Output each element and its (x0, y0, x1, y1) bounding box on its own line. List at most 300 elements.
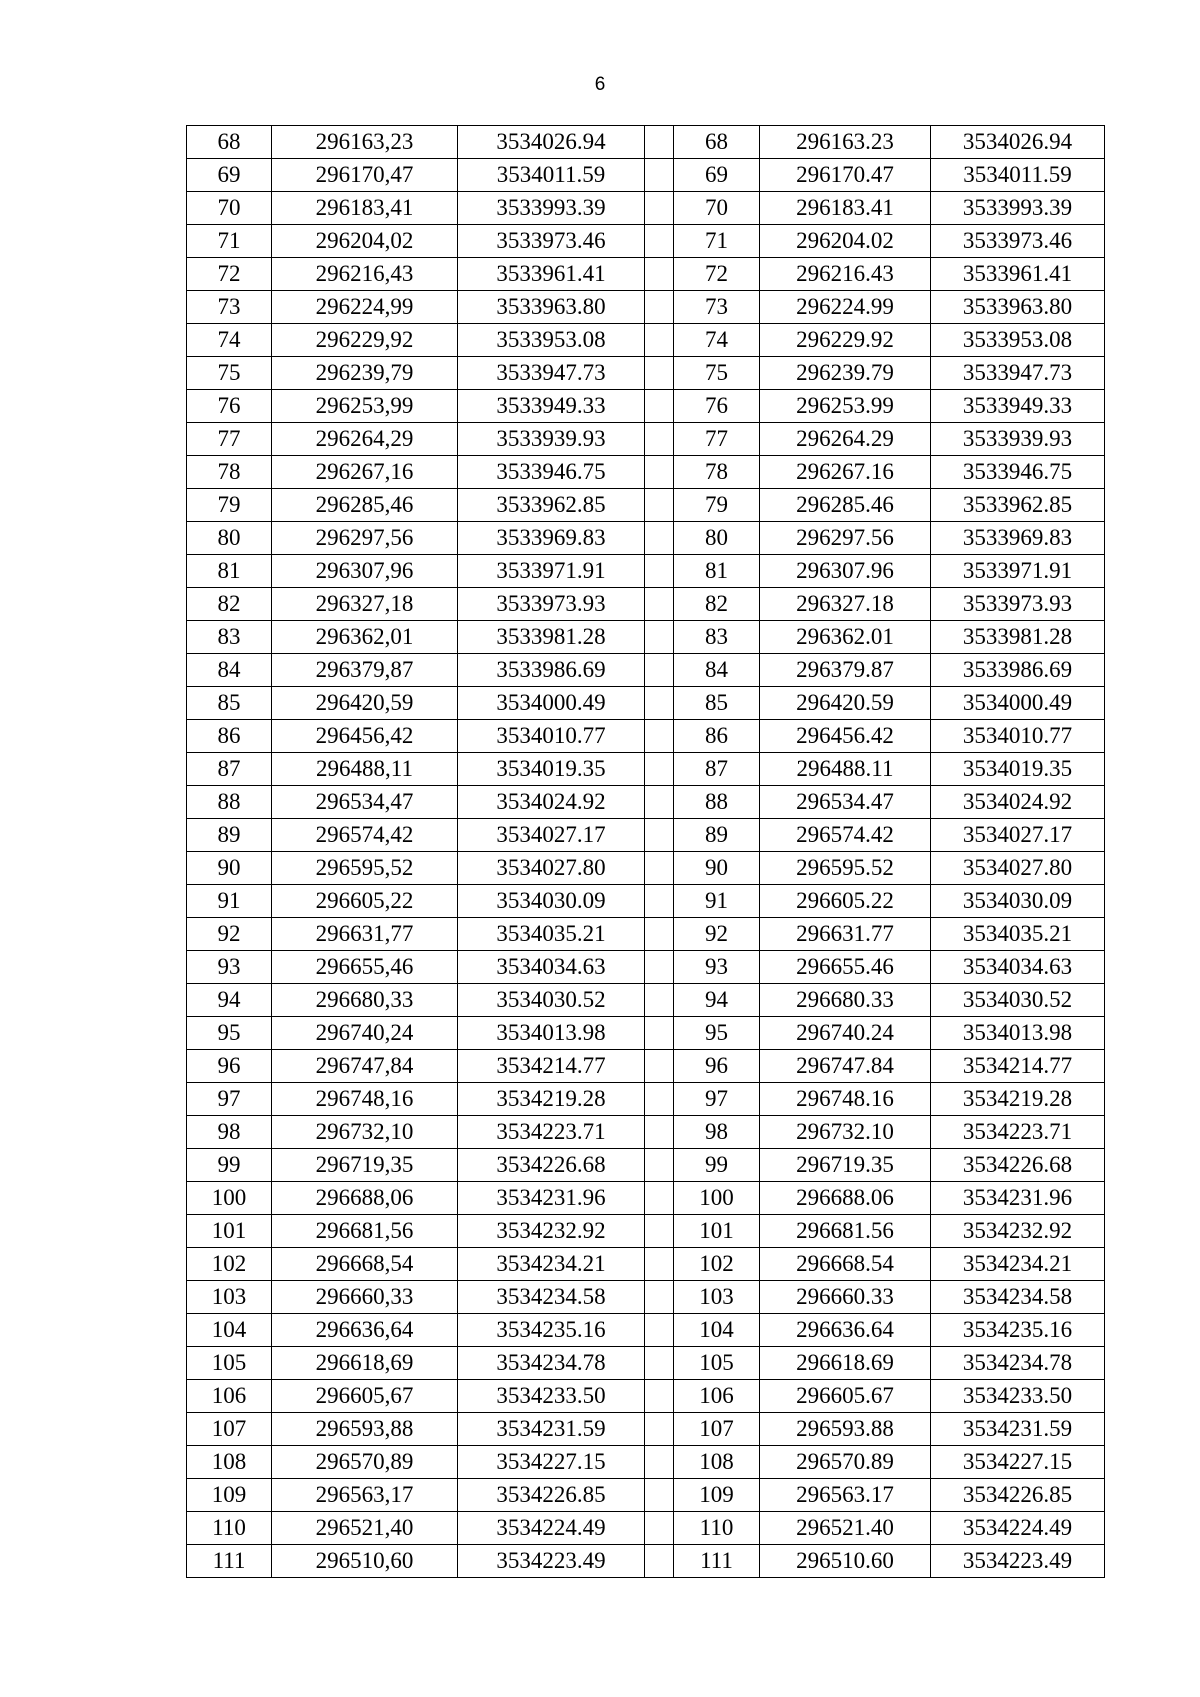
y-coordinate-2-cell: 3534219.28 (931, 1083, 1105, 1116)
y-coordinate-cell: 3533963.80 (458, 291, 645, 324)
table-row (187, 456, 1105, 489)
table-row (187, 1446, 1105, 1479)
separator-cell (645, 1083, 674, 1116)
point-number-2-cell: 85 (674, 687, 760, 720)
point-number-2-cell: 104 (674, 1314, 760, 1347)
x-coordinate-cell: 296307,96 (272, 555, 458, 588)
x-coordinate-cell: 296264,29 (272, 423, 458, 456)
x-coordinate-2-cell: 296636.64 (760, 1314, 931, 1347)
point-number-cell: 79 (187, 489, 272, 522)
x-coordinate-2-cell: 296488.11 (760, 753, 931, 786)
x-coordinate-cell: 296163,23 (272, 126, 458, 159)
separator-cell (645, 885, 674, 918)
separator-cell (645, 753, 674, 786)
x-coordinate-2-cell: 296688.06 (760, 1182, 931, 1215)
point-number-2-cell: 77 (674, 423, 760, 456)
table-row (187, 1545, 1105, 1578)
point-number-2-cell: 98 (674, 1116, 760, 1149)
separator-cell (645, 522, 674, 555)
point-number-2-cell: 96 (674, 1050, 760, 1083)
point-number-cell: 78 (187, 456, 272, 489)
x-coordinate-cell: 296183,41 (272, 192, 458, 225)
point-number-cell: 110 (187, 1512, 272, 1545)
point-number-2-cell: 109 (674, 1479, 760, 1512)
y-coordinate-cell: 3533962.85 (458, 489, 645, 522)
point-number-cell: 89 (187, 819, 272, 852)
table-row (187, 918, 1105, 951)
table-row (187, 1182, 1105, 1215)
y-coordinate-2-cell: 3533986.69 (931, 654, 1105, 687)
y-coordinate-2-cell: 3533981.28 (931, 621, 1105, 654)
point-number-2-cell: 82 (674, 588, 760, 621)
y-coordinate-cell: 3534011.59 (458, 159, 645, 192)
point-number-2-cell: 78 (674, 456, 760, 489)
y-coordinate-2-cell: 3534026.94 (931, 126, 1105, 159)
point-number-2-cell: 97 (674, 1083, 760, 1116)
y-coordinate-2-cell: 3534035.21 (931, 918, 1105, 951)
x-coordinate-cell: 296534,47 (272, 786, 458, 819)
point-number-cell: 84 (187, 654, 272, 687)
y-coordinate-2-cell: 3534226.68 (931, 1149, 1105, 1182)
y-coordinate-2-cell: 3533947.73 (931, 357, 1105, 390)
x-coordinate-cell: 296595,52 (272, 852, 458, 885)
point-number-cell: 99 (187, 1149, 272, 1182)
point-number-2-cell: 95 (674, 1017, 760, 1050)
x-coordinate-cell: 296570,89 (272, 1446, 458, 1479)
point-number-2-cell: 89 (674, 819, 760, 852)
table-row (187, 225, 1105, 258)
y-coordinate-cell: 3534035.21 (458, 918, 645, 951)
y-coordinate-2-cell: 3534235.16 (931, 1314, 1105, 1347)
separator-cell (645, 390, 674, 423)
point-number-cell: 75 (187, 357, 272, 390)
x-coordinate-cell: 296285,46 (272, 489, 458, 522)
x-coordinate-cell: 296668,54 (272, 1248, 458, 1281)
table-row (187, 621, 1105, 654)
y-coordinate-cell: 3533993.39 (458, 192, 645, 225)
x-coordinate-cell: 296456,42 (272, 720, 458, 753)
x-coordinate-2-cell: 296420.59 (760, 687, 931, 720)
y-coordinate-cell: 3534223.71 (458, 1116, 645, 1149)
y-coordinate-cell: 3534026.94 (458, 126, 645, 159)
y-coordinate-cell: 3534231.96 (458, 1182, 645, 1215)
separator-cell (645, 588, 674, 621)
x-coordinate-cell: 296420,59 (272, 687, 458, 720)
x-coordinate-2-cell: 296297.56 (760, 522, 931, 555)
separator-cell (645, 159, 674, 192)
point-number-2-cell: 84 (674, 654, 760, 687)
table-row (187, 885, 1105, 918)
x-coordinate-2-cell: 296668.54 (760, 1248, 931, 1281)
point-number-2-cell: 107 (674, 1413, 760, 1446)
y-coordinate-2-cell: 3534000.49 (931, 687, 1105, 720)
table-row (187, 126, 1105, 159)
point-number-2-cell: 75 (674, 357, 760, 390)
y-coordinate-2-cell: 3534234.21 (931, 1248, 1105, 1281)
table-row (187, 588, 1105, 621)
x-coordinate-2-cell: 296681.56 (760, 1215, 931, 1248)
y-coordinate-cell: 3533986.69 (458, 654, 645, 687)
y-coordinate-2-cell: 3534019.35 (931, 753, 1105, 786)
separator-cell (645, 192, 674, 225)
y-coordinate-cell: 3534019.35 (458, 753, 645, 786)
x-coordinate-2-cell: 296327.18 (760, 588, 931, 621)
x-coordinate-2-cell: 296534.47 (760, 786, 931, 819)
y-coordinate-2-cell: 3533939.93 (931, 423, 1105, 456)
y-coordinate-2-cell: 3534227.15 (931, 1446, 1105, 1479)
point-number-2-cell: 94 (674, 984, 760, 1017)
separator-cell (645, 555, 674, 588)
point-number-cell: 100 (187, 1182, 272, 1215)
point-number-2-cell: 92 (674, 918, 760, 951)
x-coordinate-cell: 296563,17 (272, 1479, 458, 1512)
point-number-cell: 104 (187, 1314, 272, 1347)
x-coordinate-2-cell: 296747.84 (760, 1050, 931, 1083)
x-coordinate-2-cell: 296595.52 (760, 852, 931, 885)
x-coordinate-2-cell: 296362.01 (760, 621, 931, 654)
point-number-cell: 102 (187, 1248, 272, 1281)
x-coordinate-2-cell: 296605.67 (760, 1380, 931, 1413)
separator-cell (645, 1017, 674, 1050)
point-number-cell: 109 (187, 1479, 272, 1512)
x-coordinate-2-cell: 296163.23 (760, 126, 931, 159)
x-coordinate-2-cell: 296229.92 (760, 324, 931, 357)
separator-cell (645, 1380, 674, 1413)
table-row (187, 720, 1105, 753)
point-number-cell: 101 (187, 1215, 272, 1248)
x-coordinate-cell: 296253,99 (272, 390, 458, 423)
table-row (187, 1347, 1105, 1380)
y-coordinate-2-cell: 3534233.50 (931, 1380, 1105, 1413)
point-number-cell: 92 (187, 918, 272, 951)
point-number-cell: 105 (187, 1347, 272, 1380)
table-row (187, 192, 1105, 225)
point-number-cell: 69 (187, 159, 272, 192)
y-coordinate-cell: 3534226.85 (458, 1479, 645, 1512)
y-coordinate-2-cell: 3533963.80 (931, 291, 1105, 324)
x-coordinate-cell: 296593,88 (272, 1413, 458, 1446)
x-coordinate-cell: 296574,42 (272, 819, 458, 852)
point-number-cell: 98 (187, 1116, 272, 1149)
point-number-2-cell: 74 (674, 324, 760, 357)
x-coordinate-cell: 296660,33 (272, 1281, 458, 1314)
x-coordinate-2-cell: 296732.10 (760, 1116, 931, 1149)
x-coordinate-cell: 296488,11 (272, 753, 458, 786)
x-coordinate-cell: 296170,47 (272, 159, 458, 192)
point-number-cell: 71 (187, 225, 272, 258)
y-coordinate-2-cell: 3534231.59 (931, 1413, 1105, 1446)
point-number-cell: 85 (187, 687, 272, 720)
separator-cell (645, 852, 674, 885)
point-number-cell: 91 (187, 885, 272, 918)
y-coordinate-cell: 3534224.49 (458, 1512, 645, 1545)
table-row (187, 1281, 1105, 1314)
x-coordinate-2-cell: 296285.46 (760, 489, 931, 522)
table-row (187, 258, 1105, 291)
y-coordinate-cell: 3534219.28 (458, 1083, 645, 1116)
x-coordinate-cell: 296239,79 (272, 357, 458, 390)
separator-cell (645, 621, 674, 654)
y-coordinate-2-cell: 3534223.71 (931, 1116, 1105, 1149)
separator-cell (645, 951, 674, 984)
y-coordinate-cell: 3533971.91 (458, 555, 645, 588)
separator-cell (645, 423, 674, 456)
x-coordinate-cell: 296747,84 (272, 1050, 458, 1083)
x-coordinate-2-cell: 296680.33 (760, 984, 931, 1017)
y-coordinate-2-cell: 3534234.58 (931, 1281, 1105, 1314)
y-coordinate-cell: 3533973.93 (458, 588, 645, 621)
separator-cell (645, 324, 674, 357)
point-number-cell: 103 (187, 1281, 272, 1314)
table-row (187, 984, 1105, 1017)
table-row (187, 291, 1105, 324)
separator-cell (645, 456, 674, 489)
separator-cell (645, 291, 674, 324)
point-number-cell: 97 (187, 1083, 272, 1116)
y-coordinate-2-cell: 3534011.59 (931, 159, 1105, 192)
y-coordinate-2-cell: 3533973.46 (931, 225, 1105, 258)
point-number-cell: 80 (187, 522, 272, 555)
x-coordinate-cell: 296521,40 (272, 1512, 458, 1545)
x-coordinate-cell: 296510,60 (272, 1545, 458, 1578)
separator-cell (645, 258, 674, 291)
separator-cell (645, 1479, 674, 1512)
point-number-cell: 106 (187, 1380, 272, 1413)
x-coordinate-2-cell: 296216.43 (760, 258, 931, 291)
table-row (187, 1380, 1105, 1413)
y-coordinate-cell: 3533949.33 (458, 390, 645, 423)
y-coordinate-cell: 3534226.68 (458, 1149, 645, 1182)
x-coordinate-cell: 296681,56 (272, 1215, 458, 1248)
separator-cell (645, 1182, 674, 1215)
point-number-2-cell: 87 (674, 753, 760, 786)
x-coordinate-2-cell: 296253.99 (760, 390, 931, 423)
point-number-cell: 76 (187, 390, 272, 423)
x-coordinate-2-cell: 296605.22 (760, 885, 931, 918)
x-coordinate-2-cell: 296510.60 (760, 1545, 931, 1578)
x-coordinate-cell: 296748,16 (272, 1083, 458, 1116)
point-number-2-cell: 108 (674, 1446, 760, 1479)
y-coordinate-2-cell: 3534226.85 (931, 1479, 1105, 1512)
x-coordinate-cell: 296605,22 (272, 885, 458, 918)
y-coordinate-2-cell: 3534232.92 (931, 1215, 1105, 1248)
separator-cell (645, 720, 674, 753)
table-row (187, 489, 1105, 522)
y-coordinate-2-cell: 3534231.96 (931, 1182, 1105, 1215)
x-coordinate-cell: 296719,35 (272, 1149, 458, 1182)
point-number-2-cell: 68 (674, 126, 760, 159)
table-row (187, 1050, 1105, 1083)
table-row (187, 819, 1105, 852)
y-coordinate-2-cell: 3533973.93 (931, 588, 1105, 621)
table-row (187, 753, 1105, 786)
point-number-2-cell: 70 (674, 192, 760, 225)
y-coordinate-cell: 3533939.93 (458, 423, 645, 456)
y-coordinate-cell: 3534010.77 (458, 720, 645, 753)
x-coordinate-2-cell: 296618.69 (760, 1347, 931, 1380)
x-coordinate-2-cell: 296660.33 (760, 1281, 931, 1314)
point-number-2-cell: 69 (674, 159, 760, 192)
x-coordinate-2-cell: 296267.16 (760, 456, 931, 489)
point-number-cell: 95 (187, 1017, 272, 1050)
table-row (187, 1215, 1105, 1248)
point-number-cell: 93 (187, 951, 272, 984)
x-coordinate-2-cell: 296574.42 (760, 819, 931, 852)
point-number-cell: 68 (187, 126, 272, 159)
y-coordinate-2-cell: 3534234.78 (931, 1347, 1105, 1380)
point-number-cell: 88 (187, 786, 272, 819)
separator-cell (645, 1116, 674, 1149)
separator-cell (645, 1347, 674, 1380)
y-coordinate-2-cell: 3533969.83 (931, 522, 1105, 555)
y-coordinate-cell: 3534227.15 (458, 1446, 645, 1479)
y-coordinate-2-cell: 3533953.08 (931, 324, 1105, 357)
point-number-2-cell: 90 (674, 852, 760, 885)
point-number-cell: 108 (187, 1446, 272, 1479)
x-coordinate-2-cell: 296239.79 (760, 357, 931, 390)
table-row (187, 1116, 1105, 1149)
y-coordinate-cell: 3534234.21 (458, 1248, 645, 1281)
y-coordinate-2-cell: 3534030.09 (931, 885, 1105, 918)
point-number-cell: 74 (187, 324, 272, 357)
table-row (187, 555, 1105, 588)
table-row (187, 1149, 1105, 1182)
point-number-cell: 73 (187, 291, 272, 324)
x-coordinate-2-cell: 296456.42 (760, 720, 931, 753)
x-coordinate-cell: 296636,64 (272, 1314, 458, 1347)
y-coordinate-2-cell: 3533946.75 (931, 456, 1105, 489)
separator-cell (645, 1050, 674, 1083)
point-number-2-cell: 100 (674, 1182, 760, 1215)
point-number-2-cell: 105 (674, 1347, 760, 1380)
point-number-cell: 96 (187, 1050, 272, 1083)
table-row (187, 852, 1105, 885)
separator-cell (645, 819, 674, 852)
separator-cell (645, 126, 674, 159)
point-number-cell: 107 (187, 1413, 272, 1446)
separator-cell (645, 786, 674, 819)
y-coordinate-cell: 3534234.58 (458, 1281, 645, 1314)
y-coordinate-2-cell: 3534027.80 (931, 852, 1105, 885)
point-number-2-cell: 93 (674, 951, 760, 984)
y-coordinate-cell: 3533969.83 (458, 522, 645, 555)
table-row (187, 1248, 1105, 1281)
table-row (187, 1512, 1105, 1545)
point-number-cell: 82 (187, 588, 272, 621)
table-row (187, 687, 1105, 720)
y-coordinate-cell: 3534235.16 (458, 1314, 645, 1347)
y-coordinate-2-cell: 3533961.41 (931, 258, 1105, 291)
y-coordinate-2-cell: 3533949.33 (931, 390, 1105, 423)
separator-cell (645, 1281, 674, 1314)
table-row (187, 654, 1105, 687)
x-coordinate-cell: 296297,56 (272, 522, 458, 555)
separator-cell (645, 918, 674, 951)
y-coordinate-cell: 3533973.46 (458, 225, 645, 258)
point-number-cell: 70 (187, 192, 272, 225)
y-coordinate-2-cell: 3533971.91 (931, 555, 1105, 588)
table-row (187, 1479, 1105, 1512)
separator-cell (645, 489, 674, 522)
point-number-cell: 81 (187, 555, 272, 588)
point-number-2-cell: 91 (674, 885, 760, 918)
y-coordinate-cell: 3534214.77 (458, 1050, 645, 1083)
x-coordinate-2-cell: 296224.99 (760, 291, 931, 324)
coordinates-table-body (187, 126, 1105, 1578)
point-number-cell: 87 (187, 753, 272, 786)
x-coordinate-2-cell: 296631.77 (760, 918, 931, 951)
y-coordinate-cell: 3534234.78 (458, 1347, 645, 1380)
x-coordinate-2-cell: 296170.47 (760, 159, 931, 192)
x-coordinate-2-cell: 296307.96 (760, 555, 931, 588)
x-coordinate-cell: 296204,02 (272, 225, 458, 258)
y-coordinate-2-cell: 3534024.92 (931, 786, 1105, 819)
point-number-cell: 111 (187, 1545, 272, 1578)
y-coordinate-cell: 3534233.50 (458, 1380, 645, 1413)
separator-cell (645, 225, 674, 258)
y-coordinate-2-cell: 3534030.52 (931, 984, 1105, 1017)
x-coordinate-2-cell: 296183.41 (760, 192, 931, 225)
point-number-2-cell: 83 (674, 621, 760, 654)
x-coordinate-2-cell: 296204.02 (760, 225, 931, 258)
x-coordinate-2-cell: 296521.40 (760, 1512, 931, 1545)
x-coordinate-2-cell: 296655.46 (760, 951, 931, 984)
x-coordinate-cell: 296655,46 (272, 951, 458, 984)
x-coordinate-cell: 296379,87 (272, 654, 458, 687)
point-number-cell: 72 (187, 258, 272, 291)
y-coordinate-cell: 3534000.49 (458, 687, 645, 720)
x-coordinate-2-cell: 296748.16 (760, 1083, 931, 1116)
separator-cell (645, 1215, 674, 1248)
x-coordinate-2-cell: 296264.29 (760, 423, 931, 456)
point-number-2-cell: 81 (674, 555, 760, 588)
x-coordinate-cell: 296618,69 (272, 1347, 458, 1380)
y-coordinate-cell: 3533953.08 (458, 324, 645, 357)
x-coordinate-2-cell: 296563.17 (760, 1479, 931, 1512)
separator-cell (645, 1512, 674, 1545)
y-coordinate-cell: 3534030.09 (458, 885, 645, 918)
point-number-2-cell: 103 (674, 1281, 760, 1314)
x-coordinate-cell: 296229,92 (272, 324, 458, 357)
x-coordinate-cell: 296732,10 (272, 1116, 458, 1149)
point-number-cell: 86 (187, 720, 272, 753)
x-coordinate-cell: 296216,43 (272, 258, 458, 291)
table-row (187, 786, 1105, 819)
x-coordinate-2-cell: 296740.24 (760, 1017, 931, 1050)
point-number-cell: 94 (187, 984, 272, 1017)
table-row (187, 357, 1105, 390)
x-coordinate-cell: 296680,33 (272, 984, 458, 1017)
y-coordinate-cell: 3534024.92 (458, 786, 645, 819)
separator-cell (645, 654, 674, 687)
y-coordinate-cell: 3534232.92 (458, 1215, 645, 1248)
table-row (187, 1314, 1105, 1347)
table-row (187, 1083, 1105, 1116)
separator-cell (645, 1545, 674, 1578)
x-coordinate-2-cell: 296379.87 (760, 654, 931, 687)
point-number-2-cell: 86 (674, 720, 760, 753)
table-row (187, 522, 1105, 555)
table-row (187, 1413, 1105, 1446)
coordinates-table (186, 125, 1105, 1578)
table-row (187, 423, 1105, 456)
x-coordinate-cell: 296327,18 (272, 588, 458, 621)
y-coordinate-cell: 3534013.98 (458, 1017, 645, 1050)
x-coordinate-cell: 296688,06 (272, 1182, 458, 1215)
point-number-2-cell: 80 (674, 522, 760, 555)
point-number-2-cell: 110 (674, 1512, 760, 1545)
separator-cell (645, 687, 674, 720)
